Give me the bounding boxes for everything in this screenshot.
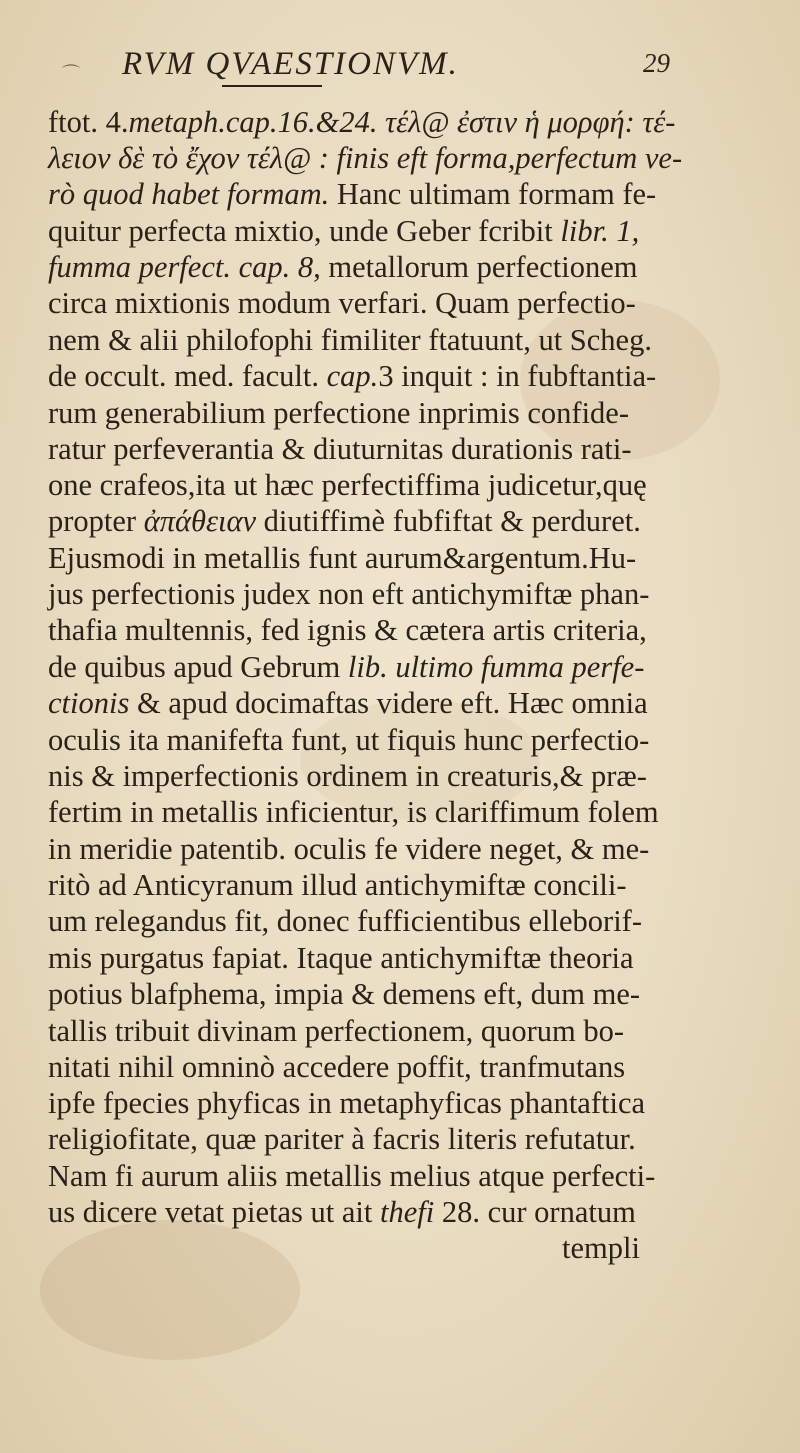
text-line bbox=[48, 140, 682, 176]
greek-text: λειον δὲ τὸ ἔχον τέλ@ bbox=[48, 141, 312, 175]
text-line bbox=[48, 1158, 655, 1194]
text-line bbox=[48, 685, 648, 721]
line-segment: potius blafphema, impia & demens eft, dum me- bbox=[48, 977, 641, 1011]
text-line bbox=[48, 1049, 625, 1085]
text-line bbox=[48, 431, 632, 467]
text-line bbox=[48, 758, 647, 794]
text-line bbox=[48, 831, 649, 867]
text-line bbox=[48, 213, 639, 249]
line-segment: nitati nihil omninò accedere poffit, tranfmutans bbox=[48, 1050, 626, 1084]
text-line bbox=[48, 722, 649, 758]
text-line bbox=[48, 612, 647, 648]
text-line bbox=[48, 1194, 636, 1230]
line-segment: ftot. 4. bbox=[48, 105, 129, 139]
printer-mark: ⌒ bbox=[62, 64, 80, 84]
line-segment: oculis ita manifefta funt, ut fiquis hunc perfectio- bbox=[48, 723, 650, 757]
text-line bbox=[48, 395, 629, 431]
paper-stain bbox=[40, 1220, 300, 1360]
running-head-title: RVM QVAESTIONVM. bbox=[122, 46, 459, 82]
line-segment: diutiffimè fubfiftat & perduret. bbox=[256, 504, 641, 538]
line-segment: 28. cur ornatum bbox=[434, 1195, 636, 1229]
italic-citation: fumma perfect. cap. 8, bbox=[48, 250, 321, 284]
line-segment: ritò ad Anticyranum illud antichymiftæ concili- bbox=[48, 868, 627, 902]
text-line bbox=[48, 794, 659, 830]
text-line bbox=[48, 903, 642, 939]
line-segment: fertim in metallis inficientur, is clariffimum folem bbox=[48, 795, 659, 829]
line-segment: rum generabilium perfectione inprimis confide- bbox=[48, 396, 629, 430]
line-segment: one crafeos,ita ut hæc perfectiffima judicetur,quę bbox=[48, 468, 647, 502]
line-segment: ipfe fpecies phyficas in metaphyficas phantaftica bbox=[48, 1086, 646, 1120]
greek-text: τέλ@ ἐστιν ἡ μορφή: τέ- bbox=[377, 105, 676, 139]
text-line bbox=[48, 249, 638, 285]
text-line bbox=[48, 104, 675, 140]
line-segment: quitur perfecta mixtio, unde Geber fcribit bbox=[48, 214, 561, 248]
text-line bbox=[48, 467, 647, 503]
italic-citation: : finis eft forma,perfectum ve- bbox=[311, 141, 683, 175]
italic-citation: thefi bbox=[380, 1195, 435, 1229]
text-line bbox=[48, 940, 634, 976]
line-segment: nis & imperfectionis ordinem in creaturis,& præ- bbox=[48, 759, 647, 793]
line-segment: ratur perfeverantia & diuturnitas durationis rati- bbox=[48, 432, 632, 466]
line-segment: Nam fi aurum aliis metallis melius atque perfecti- bbox=[48, 1159, 656, 1193]
running-head-underline bbox=[222, 85, 322, 87]
line-segment: metallorum perfectionem bbox=[320, 250, 638, 284]
text-line bbox=[48, 503, 641, 539]
text-line bbox=[48, 285, 636, 321]
italic-citation: cap. bbox=[326, 359, 379, 393]
line-segment: de occult. med. facult. bbox=[48, 359, 327, 393]
line-segment: um relegandus fit, donec fufficientibus elleborif- bbox=[48, 904, 642, 938]
line-segment: religiofitate, quæ pariter à facris literis refutatur. bbox=[48, 1122, 636, 1156]
text-line bbox=[48, 322, 652, 358]
line-segment: 3 inquit : in fubftantia- bbox=[378, 359, 657, 393]
line-segment: Ejusmodi in metallis funt aurum&argentum.Hu- bbox=[48, 541, 637, 575]
text-line bbox=[48, 540, 636, 576]
line-segment: de quibus apud Gebrum bbox=[48, 650, 348, 684]
line-segment: Hanc ultimam formam fe- bbox=[329, 177, 657, 211]
line-segment: in meridie patentib. oculis fe videre neget, & me- bbox=[48, 832, 650, 866]
line-segment: circa mixtionis modum verfari. Quam perfectio- bbox=[48, 286, 636, 320]
greek-text: ἀπάθειαν bbox=[143, 504, 257, 538]
line-segment: thafia multennis, fed ignis & cætera artis criteria, bbox=[48, 613, 647, 647]
text-line bbox=[48, 1121, 636, 1157]
line-segment: nem & alii philofophi fimiliter ftatuunt, ut Scheg. bbox=[48, 323, 652, 357]
italic-citation: libr. 1, bbox=[560, 214, 640, 248]
text-line bbox=[48, 867, 627, 903]
italic-citation: lib. ultimo fumma perfe- bbox=[347, 650, 645, 684]
text-line bbox=[562, 1230, 640, 1266]
text-line bbox=[48, 358, 656, 394]
line-segment: jus perfectionis judex non eft antichymiftæ phan- bbox=[48, 577, 650, 611]
text-line bbox=[48, 176, 656, 212]
line-segment: mis purgatus fapiat. Itaque antichymiftæ theoria bbox=[48, 941, 634, 975]
page-number: 29 bbox=[643, 48, 670, 78]
text-line bbox=[48, 976, 640, 1012]
italic-citation: rò quod habet formam. bbox=[48, 177, 330, 211]
italic-citation: metaph.cap.16.&24. bbox=[128, 105, 378, 139]
text-line bbox=[48, 1013, 624, 1049]
italic-citation: ctionis bbox=[48, 686, 130, 720]
line-segment: tallis tribuit divinam perfectionem, quorum bo- bbox=[48, 1014, 624, 1048]
running-head bbox=[0, 46, 800, 92]
line-segment: us dicere vetat pietas ut ait bbox=[48, 1195, 380, 1229]
line-segment: propter bbox=[48, 504, 144, 538]
line-segment: & apud docimaftas videre eft. Hæc omnia bbox=[129, 686, 648, 720]
text-line bbox=[48, 1085, 645, 1121]
line-segment: templi bbox=[562, 1231, 640, 1265]
text-line bbox=[48, 649, 644, 685]
text-line bbox=[48, 576, 649, 612]
